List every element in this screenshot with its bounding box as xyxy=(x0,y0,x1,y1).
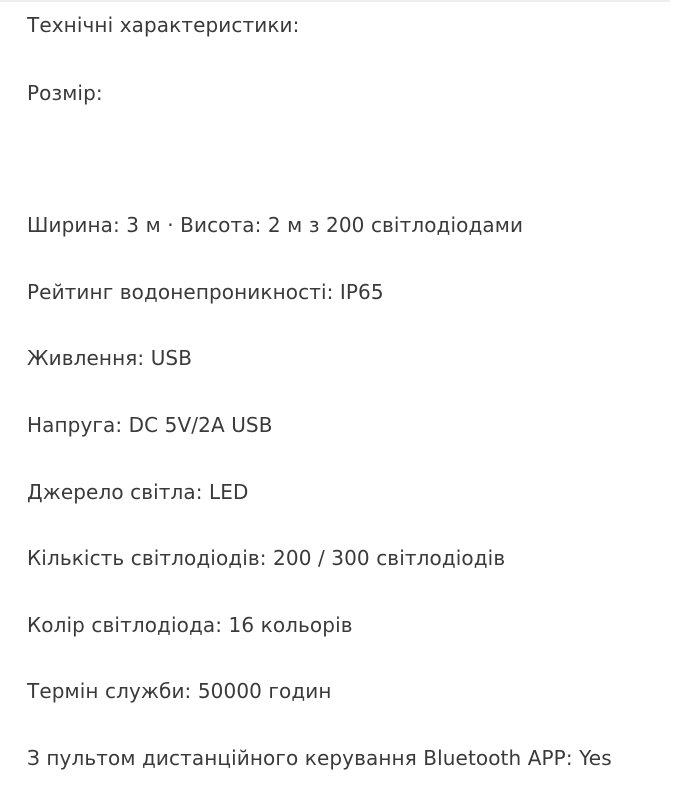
spec-light-source: Джерело світла: LED xyxy=(27,480,249,504)
spec-led-color: Колір світлодіода: 16 кольорів xyxy=(27,613,353,637)
spec-voltage: Напруга: DC 5V/2A USB xyxy=(27,413,273,437)
spec-dimensions: Ширина: 3 м · Висота: 2 м з 200 світлодіодами xyxy=(27,213,524,237)
spec-lifetime: Термін служби: 50000 годин xyxy=(27,679,332,703)
spec-remote-control: З пультом дистанційного керування Bluetooth APP: Yes xyxy=(27,746,612,770)
spec-led-count: Кількість світлодіодів: 200 / 300 світлодіодів xyxy=(27,546,506,570)
top-divider xyxy=(0,0,670,2)
specs-heading: Технічні характеристики: xyxy=(27,13,300,37)
size-label: Розмір: xyxy=(27,81,103,105)
spec-power: Живлення: USB xyxy=(27,346,193,370)
spec-waterproof-rating: Рейтинг водонепроникності: IP65 xyxy=(27,280,384,304)
